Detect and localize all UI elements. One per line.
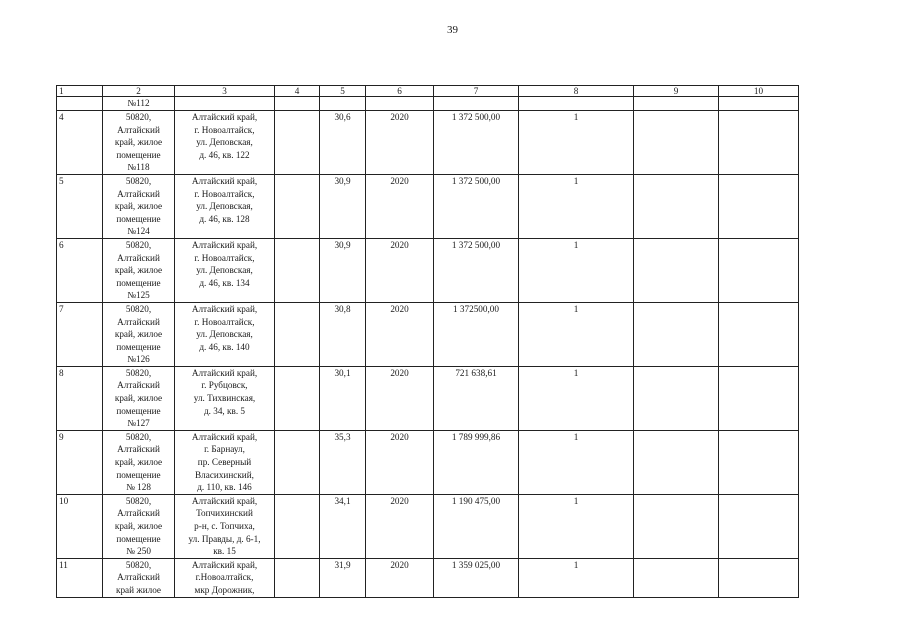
table-row bbox=[57, 366, 799, 430]
table-cell: 8 bbox=[57, 366, 103, 430]
table-cell bbox=[634, 97, 719, 111]
table-row bbox=[57, 238, 799, 302]
table-cell: 2020 bbox=[366, 238, 434, 302]
table-cell: Алтайский край, г. Новоалтайск, ул. Деповская, д. 46, кв. 128 bbox=[175, 174, 275, 238]
table-cell: Алтайский край, г. Рубцовск, ул. Тихвинская, д. 34, кв. 5 bbox=[175, 366, 275, 430]
table-cell bbox=[275, 111, 320, 175]
table-cell: 50820, Алтайский край, жилое помещение №125 bbox=[103, 238, 175, 302]
table-cell: 4 bbox=[57, 111, 103, 175]
table-cell: №112 bbox=[103, 97, 175, 111]
table-cell: 30,6 bbox=[320, 111, 366, 175]
table-cell: 1 190 475,00 bbox=[434, 494, 519, 558]
table-cell: 1 789 999,86 bbox=[434, 430, 519, 494]
table-cell: 50820, Алтайский край, жилое помещение №124 bbox=[103, 174, 175, 238]
header-cell: 3 bbox=[175, 86, 275, 97]
table-cell bbox=[634, 494, 719, 558]
table-cell: 1 372 500,00 bbox=[434, 111, 519, 175]
table-cell bbox=[634, 111, 719, 175]
table-cell bbox=[275, 97, 320, 111]
table-cell bbox=[275, 558, 320, 597]
table-cell bbox=[275, 430, 320, 494]
header-cell: 9 bbox=[634, 86, 719, 97]
continuation-row bbox=[57, 97, 799, 111]
table-cell bbox=[719, 174, 799, 238]
table-cell: 1 bbox=[519, 366, 634, 430]
table-row bbox=[57, 174, 799, 238]
table-cell bbox=[320, 97, 366, 111]
table-cell: 30,9 bbox=[320, 174, 366, 238]
table-cell: 1 bbox=[519, 174, 634, 238]
table-cell: 50820, Алтайский край, жилое помещение № 128 bbox=[103, 430, 175, 494]
table-cell bbox=[275, 494, 320, 558]
table-cell: 1 bbox=[519, 302, 634, 366]
table-cell: 31,9 bbox=[320, 558, 366, 597]
header-cell: 1 bbox=[57, 86, 103, 97]
table-cell: 1 372500,00 bbox=[434, 302, 519, 366]
table-cell bbox=[634, 174, 719, 238]
table-cell: 30,1 bbox=[320, 366, 366, 430]
table-cell: 2020 bbox=[366, 494, 434, 558]
table-cell: 50820, Алтайский край, жилое помещение №126 bbox=[103, 302, 175, 366]
table-cell: 1 bbox=[519, 494, 634, 558]
table-cell: 6 bbox=[57, 238, 103, 302]
table-cell: 9 bbox=[57, 430, 103, 494]
table-cell: 2020 bbox=[366, 558, 434, 597]
table-cell: 50820, Алтайский край, жилое помещение №127 bbox=[103, 366, 175, 430]
table-cell bbox=[275, 238, 320, 302]
table-cell: 34,1 bbox=[320, 494, 366, 558]
table-cell bbox=[719, 97, 799, 111]
table-cell: 30,8 bbox=[320, 302, 366, 366]
table-cell: Алтайский край, г. Новоалтайск, ул. Деповская, д. 46, кв. 122 bbox=[175, 111, 275, 175]
table-cell: 11 bbox=[57, 558, 103, 597]
table-cell bbox=[719, 558, 799, 597]
table-cell: 1 bbox=[519, 111, 634, 175]
header-cell: 4 bbox=[275, 86, 320, 97]
table-cell bbox=[634, 430, 719, 494]
table-row bbox=[57, 494, 799, 558]
table-cell bbox=[57, 97, 103, 111]
table-cell bbox=[634, 366, 719, 430]
table-cell: 1 359 025,00 bbox=[434, 558, 519, 597]
table-cell: 10 bbox=[57, 494, 103, 558]
table-cell bbox=[719, 302, 799, 366]
table-cell: 1 bbox=[519, 238, 634, 302]
table-cell bbox=[719, 430, 799, 494]
table-cell: Алтайский край, г. Барнаул, пр. Северный Власихинский, д. 110, кв. 146 bbox=[175, 430, 275, 494]
table-cell: 2020 bbox=[366, 302, 434, 366]
header-cell: 10 bbox=[719, 86, 799, 97]
table-cell: 1 372 500,00 bbox=[434, 174, 519, 238]
table-cell bbox=[634, 238, 719, 302]
table-row bbox=[57, 302, 799, 366]
table-cell: 1 bbox=[519, 430, 634, 494]
header-cell: 8 bbox=[519, 86, 634, 97]
table-cell bbox=[434, 97, 519, 111]
table-cell bbox=[275, 174, 320, 238]
property-table bbox=[56, 85, 799, 598]
table-cell: Алтайский край, Топчихинский р-н, с. Топчиха, ул. Правды, д. 6-1, кв. 15 bbox=[175, 494, 275, 558]
table-cell: Алтайский край, г. Новоалтайск, ул. Деповская, д. 46, кв. 134 bbox=[175, 238, 275, 302]
table-cell: 50820, Алтайский край, жилое помещение №118 bbox=[103, 111, 175, 175]
table-cell: 2020 bbox=[366, 430, 434, 494]
page-number: 39 bbox=[447, 24, 458, 36]
header-cell: 5 bbox=[320, 86, 366, 97]
table-row bbox=[57, 430, 799, 494]
table-cell: 2020 bbox=[366, 111, 434, 175]
table-cell: 50820, Алтайский край, жилое помещение № 250 bbox=[103, 494, 175, 558]
table-cell: 30,9 bbox=[320, 238, 366, 302]
table-cell bbox=[275, 366, 320, 430]
table-cell bbox=[719, 494, 799, 558]
table-cell: 35,3 bbox=[320, 430, 366, 494]
header-cell: 6 bbox=[366, 86, 434, 97]
table-cell: 1 bbox=[519, 558, 634, 597]
table-cell: Алтайский край, г.Новоалтайск, мкр Дорожник, bbox=[175, 558, 275, 597]
table-cell: 721 638,61 bbox=[434, 366, 519, 430]
header-cell: 2 bbox=[103, 86, 175, 97]
table-cell: 5 bbox=[57, 174, 103, 238]
table-cell bbox=[275, 302, 320, 366]
table-cell: 7 bbox=[57, 302, 103, 366]
header-row bbox=[57, 86, 799, 97]
table-cell: 1 372 500,00 bbox=[434, 238, 519, 302]
table-cell: 50820, Алтайский край жилое bbox=[103, 558, 175, 597]
table-cell bbox=[175, 97, 275, 111]
table-cell: Алтайский край, г. Новоалтайск, ул. Деповская, д. 46, кв. 140 bbox=[175, 302, 275, 366]
table-cell: 2020 bbox=[366, 174, 434, 238]
table-cell bbox=[634, 302, 719, 366]
table-cell bbox=[366, 97, 434, 111]
header-cell: 7 bbox=[434, 86, 519, 97]
table-cell bbox=[519, 97, 634, 111]
table-cell bbox=[719, 238, 799, 302]
table-cell bbox=[719, 366, 799, 430]
table-cell bbox=[719, 111, 799, 175]
table-cell bbox=[634, 558, 719, 597]
table-cell: 2020 bbox=[366, 366, 434, 430]
table-row bbox=[57, 111, 799, 175]
table-row bbox=[57, 558, 799, 597]
